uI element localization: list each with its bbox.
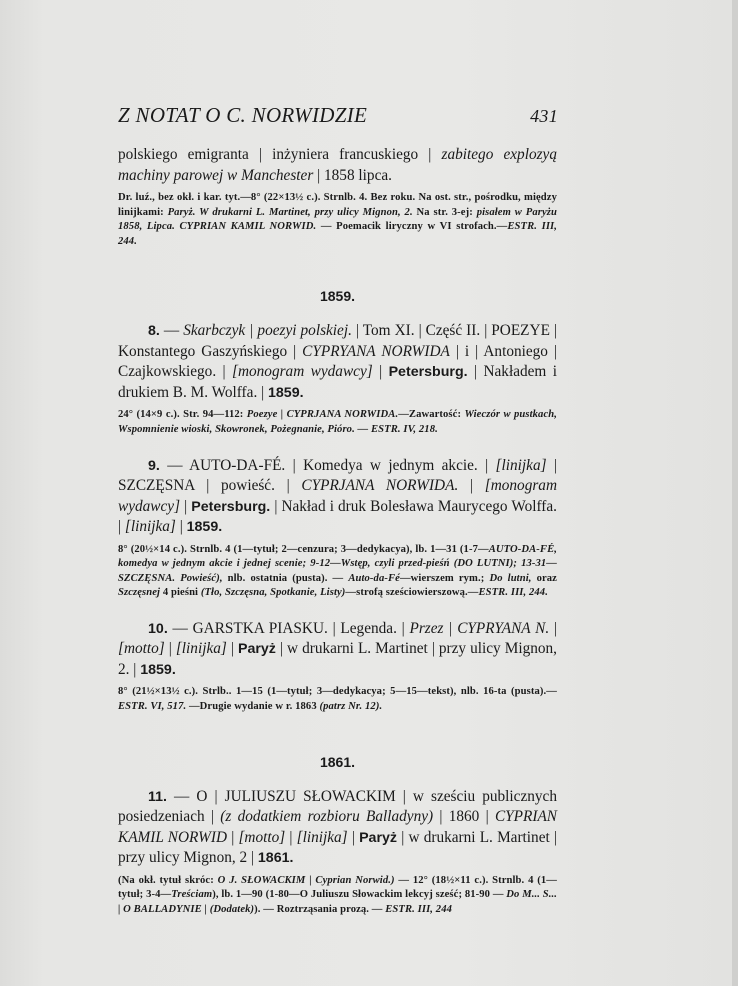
bibliographic-note: [118, 543, 557, 601]
text-run: | Nakład i druk Bolesława Maurycego Wolffa. |: [118, 497, 557, 536]
text-run: [linijka]: [124, 518, 176, 536]
text-run: — AUTO-DA-FÉ. | Komedya w jednym akcie. |: [159, 456, 496, 474]
year-heading: 1861.: [319, 753, 356, 770]
text-run: |: [458, 477, 485, 495]
text-run: ). — Roztrząsania prozą. —: [254, 903, 386, 915]
text-run: nlb. ostatnia (pusta). —: [222, 572, 349, 584]
bibliographic-note: [118, 191, 557, 249]
text-run: 9.: [148, 457, 160, 474]
text-run: |: [175, 518, 187, 536]
text-run: (patrz Nr. 12).: [319, 701, 383, 713]
text-run: Auto-da-Fé: [348, 572, 400, 584]
text-run: |: [549, 619, 557, 637]
text-run: Skarbczyk | poezyi polskiej.: [183, 322, 352, 340]
text-run: |: [285, 828, 297, 846]
running-header: [118, 103, 558, 128]
text-run: 1859.: [267, 384, 304, 401]
text-run: ESTR. VI, 517.: [118, 701, 187, 713]
text-run: [linijka]: [495, 456, 547, 474]
text-run: 8.: [148, 323, 160, 340]
text-run: Na str. 3-ej:: [412, 206, 477, 218]
text-run: Petersburg.: [388, 364, 468, 381]
page-number: 431: [530, 106, 558, 126]
text-run: ESTR. III, 244.: [478, 587, 548, 599]
text-run: zabitego explozyą machiny parowej w Manchester: [118, 146, 557, 184]
text-run: — 12° (18½×11 c.). Strnlb. 4 (1—tytuł; 3-4—: [118, 874, 557, 901]
text-run: | 1858 lipca.: [313, 166, 392, 184]
text-run: Paryż: [237, 641, 276, 658]
text-run: |: [180, 497, 192, 515]
text-run: oraz: [531, 572, 557, 584]
text-run: — Poemacik liryczny w VI strofach.—: [316, 221, 508, 233]
text-run: Poezye | CYPRJANA NORWIDA.: [246, 409, 399, 421]
text-run: Treściam: [171, 889, 213, 901]
text-run: 11.: [148, 788, 167, 805]
text-run: Wieczór w pustkach, Wspomnienie wioski, Skowronek, Pożegnanie, Pióro. — ESTR. IV, 218.: [118, 409, 557, 435]
text-run: Do M... S... | O BALLADYNIE | (Dodatek): [118, 889, 557, 915]
bibliography-entry: [118, 619, 557, 681]
text-run: |: [372, 363, 389, 381]
text-run: —Zawartość:: [398, 409, 465, 421]
text-run: AUTO-DA-FÉ, komedya w jednym akcie i jednej scenie; 9-12—Wstęp, czyli przed-pieśń (DO LUTNI); 13-31— SZCZĘSNA. Powieść),: [118, 543, 557, 584]
bibliographic-note: [118, 685, 557, 714]
text-run: Dr. luź., bez okł. i kar. tyt.—8° (22×13½ c.). Strnlb. 4. Bez roku. Na ost. str., pośrodku, między linijkami:: [118, 192, 557, 218]
text-run: pisałem w Paryżu 1858, Lipca. CYPRIAN KAMIL NORWID.: [118, 206, 557, 233]
text-run: CYPRYANA NORWIDA: [302, 342, 450, 360]
text-run: O J. SŁOWACKIM | Cyprian Norwid.): [217, 874, 395, 886]
text-run: 4 pieśni: [160, 587, 201, 599]
text-run: |: [347, 828, 360, 846]
text-run: | Tom XI. | Część II. | POEZYE | Konstantego Gaszyńskiego |: [118, 322, 557, 360]
text-run: CYPRIAN KAMIL NORWID: [118, 808, 557, 846]
text-run: [motto]: [118, 640, 165, 658]
text-run: | 1860 |: [433, 808, 495, 826]
text-run: [monogram wydawcy]: [232, 363, 373, 381]
page-body: [118, 145, 557, 917]
text-run: 24° (14×9 c.). Str. 94—112:: [118, 409, 247, 421]
text-run: —Drugie wydanie w r. 1863: [186, 701, 320, 713]
text-run: —strofą sześciowierszową.—: [345, 587, 479, 599]
text-run: ESTR. III, 244: [385, 903, 452, 915]
text-run: Szczęsnej: [118, 587, 161, 599]
text-run: |: [227, 828, 239, 846]
text-run: polskiego emigranta | inżyniera francuskiego |: [118, 146, 442, 163]
running-title: Z NOTAT O C. NORWIDZIE: [118, 103, 368, 127]
text-run: 8° (21½×13½ c.). Strlb.. 1—15 (1—tytuł; 3—dedykacya; 5—15—tekst), nlb. 16-ta (pusta).—: [118, 686, 557, 698]
text-run: (Tło, Szczęsna, Spotkanie, Listy): [200, 587, 346, 599]
year-heading: 1859.: [319, 288, 356, 305]
text-run: [motto]: [238, 828, 286, 846]
bibliography-entry: [118, 321, 557, 403]
text-run: | i | Antoniego | Czajkowskiego. |: [118, 342, 558, 381]
text-run: (z dodatkiem rozbioru Balladyny): [220, 808, 434, 826]
text-run: Przez | CYPRYANA N.: [409, 619, 550, 637]
text-run: —: [159, 322, 184, 340]
text-run: |: [226, 640, 238, 658]
text-run: | SZCZĘSNA | powieść. |: [118, 456, 557, 495]
text-run: 1859.: [140, 661, 176, 678]
bibliography-entry: [118, 145, 557, 186]
bibliographic-note: [118, 408, 557, 437]
text-run: 10.: [148, 620, 168, 637]
page-edge: [732, 0, 738, 986]
bibliography-entry: [118, 456, 557, 538]
text-run: —wierszem rym.;: [399, 572, 490, 584]
text-run: CYPRJANA NORWIDA.: [301, 477, 459, 495]
text-run: Do lutni,: [489, 572, 532, 584]
text-run: | w drukarni L. Martinet | przy ulicy Mignon, 2 |: [118, 828, 557, 867]
text-run: 8° (20½×14 c.). Strnlb. 4 (1—tytuł; 2—cenzura; 3—dedykacya), lb. 1—31 (1-7—: [118, 543, 489, 555]
text-run: Petersburg.: [191, 498, 271, 515]
text-run: Paryż. W drukarni L. Martinet, przy ulicy Mignon, 2.: [167, 206, 413, 218]
text-run: |: [164, 640, 176, 658]
text-run: [linijka]: [296, 828, 348, 846]
text-run: [linijka]: [175, 640, 227, 658]
bibliographic-note: [118, 874, 557, 918]
text-run: ), lb. 1—90 (1-80—O Juliuszu Słowackim lekcyj sześć; 81-90 —: [212, 889, 507, 901]
text-run: | w drukarni L. Martinet | przy ulicy Mignon, 2. |: [118, 640, 557, 678]
bibliography-entry: [118, 787, 557, 869]
text-run: (Na okł. tytuł skróc:: [118, 874, 218, 886]
text-run: — O | JULIUSZU SŁOWACKIM | w sześciu publicznych posiedzeniach |: [118, 787, 557, 826]
text-run: — GARSTKA PIASKU. | Legenda. |: [167, 619, 410, 637]
text-run: 1861.: [257, 850, 294, 867]
text-run: ESTR. III, 244.: [118, 221, 558, 247]
text-run: Paryż: [359, 829, 398, 846]
text-run: [monogram wydawcy]: [118, 477, 557, 515]
text-run: | Nakładem i drukiem B. M. Wolffa. |: [118, 363, 557, 401]
text-run: 1859.: [186, 519, 223, 536]
